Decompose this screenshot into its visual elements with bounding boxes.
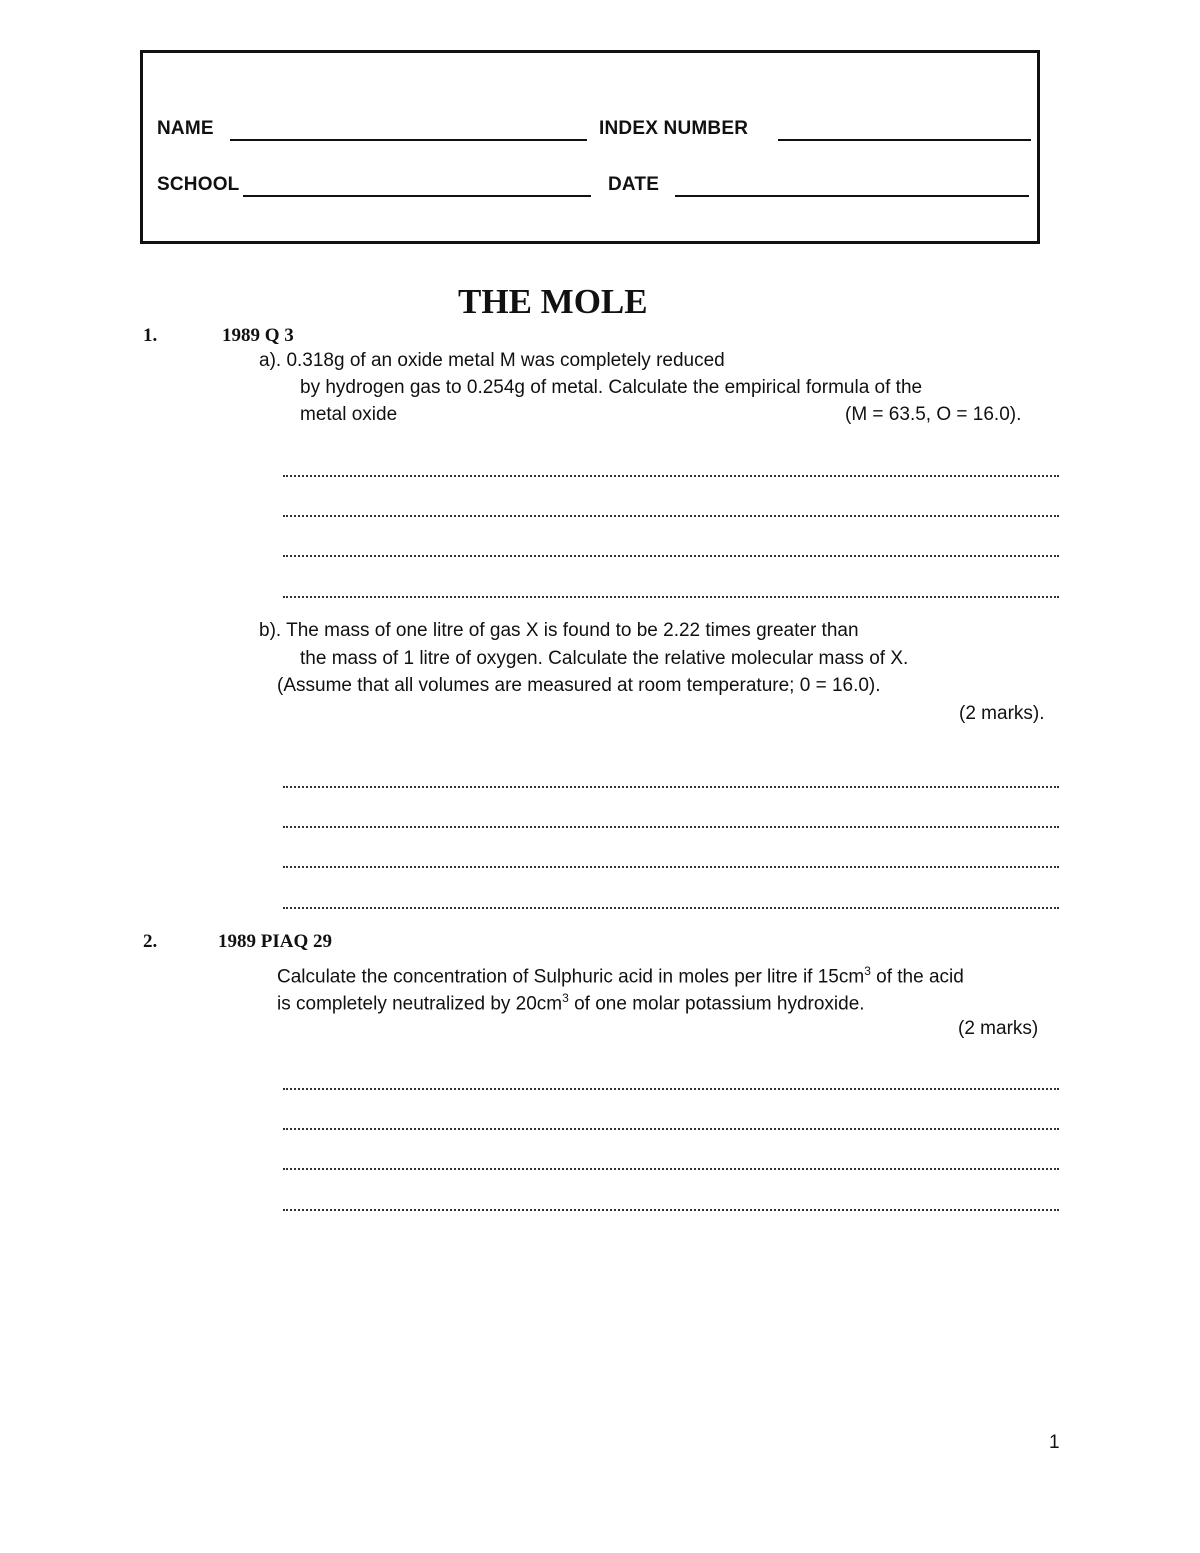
page-number: 1	[1049, 1432, 1060, 1453]
question-2-reference: 1989 PIAQ 29	[218, 931, 332, 952]
q2-line-1	[277, 964, 964, 988]
q1b-line-1: b). The mass of one litre of gas X is found to be 2.22 times greater than	[259, 620, 859, 641]
q2-answer-line-4[interactable]	[283, 1209, 1059, 1211]
q1b-marks: (2 marks).	[959, 703, 1045, 724]
q1a-line-3: metal oxide	[300, 404, 398, 425]
name-field[interactable]	[230, 139, 587, 141]
q2-line-2-end: of one molar potassium hydroxide.	[568, 993, 865, 1015]
q1b-line-3: (Assume that all volumes are measured at room temperature; 0 = 16.0).	[277, 675, 881, 696]
date-field[interactable]	[675, 195, 1029, 197]
q2-line-1-text: Calculate the concentration of Sulphuric acid in moles per litre if 15cm	[277, 966, 865, 988]
q2-line-2	[277, 991, 865, 1015]
index-number-label: INDEX NUMBER	[599, 118, 749, 139]
q2-answer-line-1[interactable]	[283, 1088, 1059, 1090]
q1a-answer-line-4[interactable]	[283, 596, 1059, 598]
school-field[interactable]	[243, 195, 591, 197]
q2-answer-line-2[interactable]	[283, 1128, 1059, 1130]
q1b-line-2: the mass of 1 litre of oxygen. Calculate the relative molecular mass of X.	[300, 648, 909, 669]
name-label: NAME	[157, 118, 214, 139]
student-details-box	[140, 50, 1040, 244]
question-1-reference: 1989 Q 3	[222, 325, 294, 346]
q1a-line-1: a). 0.318g of an oxide metal M was completely reduced	[259, 350, 725, 371]
q1b-answer-line-3[interactable]	[283, 866, 1059, 868]
q2-line-1-end: of the acid	[870, 966, 964, 988]
q1b-answer-line-4[interactable]	[283, 907, 1059, 909]
q1a-answer-line-3[interactable]	[283, 555, 1059, 557]
q1b-answer-line-2[interactable]	[283, 826, 1059, 828]
q1a-constants: (M = 63.5, O = 16.0).	[845, 404, 1022, 425]
q1a-line-2: by hydrogen gas to 0.254g of metal. Calculate the empirical formula of the	[300, 377, 923, 398]
q1b-answer-line-1[interactable]	[283, 786, 1059, 788]
date-label: DATE	[608, 174, 660, 195]
q2-line-1-superscript: 3	[864, 964, 871, 978]
school-label: SCHOOL	[157, 174, 240, 195]
q2-line-2-superscript: 3	[562, 991, 569, 1005]
q1a-answer-line-1[interactable]	[283, 475, 1059, 477]
index-number-field[interactable]	[778, 139, 1031, 141]
q2-marks: (2 marks)	[958, 1018, 1039, 1039]
question-1-number: 1.	[143, 325, 158, 346]
page-title: THE MOLE	[458, 282, 648, 321]
q2-line-2-text: is completely neutralized by 20cm	[277, 993, 563, 1015]
question-2-number: 2.	[143, 931, 158, 952]
q2-answer-line-3[interactable]	[283, 1168, 1059, 1170]
q1a-answer-line-2[interactable]	[283, 515, 1059, 517]
